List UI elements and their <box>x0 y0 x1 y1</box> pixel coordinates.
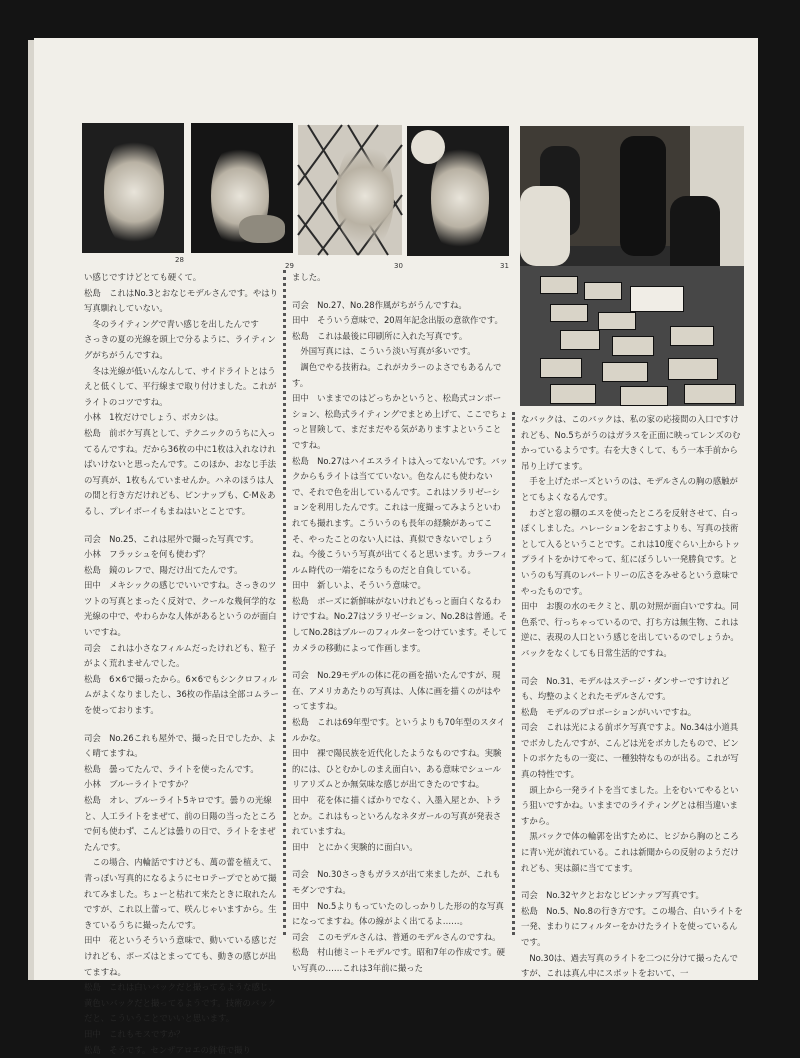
caption-29: 29 <box>285 262 294 270</box>
caption-30: 30 <box>394 262 403 270</box>
text-column-1: い感じですけどとても硬くて。 松島 これはNo.3とおなじモデルさんです。やはり写真馴れしていない。 冬のライティングで青い感じを出したんです さっきの夏の光線を頭上で分るように、ライティングがちがうんですね。 冬は光線が低いんなんして、サイドライトとはうえと低くして、平行線まで取り付けました。これがライトのコツですね。 小林 1枚だけでしょう、ボカシは。 松島 前ボケ写真として、テクニックのうちに入ってるんですね。だから36枚の中に1枚は入れなければいけないと思ったんです。このほか、おなじ手法の写真が、1枚もんていませんか。ハネのほうは人の間と行き方だけれども、ピンナップも、C·M＆あるし、プレイボーイもまねはいとことです。 司会 No.25、これは屋外で撮った写真です。 小林 フラッシュを何も使わず？ 松島 鏡のレフで、陽だけ出てたんです。 田中 メキシックの感じでいいですね。さっきのツツトの写真とまったく反対で、クールな幾何学的な光線の中で、やわらかな人体があるというのが面白いですね。 司会 これは小さなフィルムだったけれども、粒子がよく荒れませんでした。 松島 6×6で撮ったから。6×6でもシンクロフィルムがよくなりましたし、36枚の作品は全部コムラーを使っております。 司会 No.26これも屋外で、撮った日でしたか、よく晴てますね。 松島 曇ってたんで、ライトを使ったんです。 小林 ブルーライトですか？ 松島 オレ、ブルーライト5キロです。曇りの光線と、人工ライトをまぜて、前の日陽の当ったところで何も使わず、こんどは曇りの日で、ライトをまぜたんです。 この場合、内輪話ですけども、萬の蕾を植えて、青っぽい写真的になるようにセロテープでとめて撮れてみました。ちょーと枯れて来たときに取れたんですが、これ以上蕾って、咲んじゃいますから。生きているうちに撮ったんです。 田中 花というそういう意味で、動いている感じだけれども、ポーズはとまってても、動きの感じが出てますね。 松島 これは白いバックだと撮ってるような感じ、黄色いバックだと撮ってるようです。技術のバックだと、こういうことでいいと思います。 田中 これもモスですか？ 松島 そうです。センザアロエの鉢植で撮り <box>84 272 279 1055</box>
text-column-3: なバックは、このバックは、私の家の応接間の入口ですけれども、No.5ちがうのはガラスを正面に映ってレンズのむかっているようです。右を大きくして、もう一本手前から吊り上げてます。 手を上げたポーズというのは、モデルさんの胸の感触がとてもよくなるんです。 わざと窓の棚のエスを使ったところを反射させて、白っぽくしました。ハレーションをおこすよりも、写真の技術として入るということです。これは10度ぐらい上からトップライトをかけてやって、紅にぼうしい一発勝負です。というのも写真のレパートリーの広さをみせるという意味でやったものです。 田中 お腹の水のモクミと、肌の対照が面白いですね。同色系で、行っちゃっているので、打ち方は無生物、これは逆に、表現の人口という感じを出しているのでしょうか。バックをなくしても日常生活的ですね。 司会 No.31、モデルはステージ・ダンサーですけれども、均整のよくとれたモデルさんです。 松島 モデルのプロポーションがいいですね。 司会 これは光による前ボケ写真ですよ。No.34は小道具でボカしたんですが、こんどは光をボカしたもので、ピントのボケたもの一変に、一種独特なものが出る。これが写真の特性です。 頭上から一発ライトを当てました。上をむいてやるという狙いですかね。いままでのライティングとは相当違いますから。 黒バックで体の輪郭を出すために、ヒジから胸のところに青い光が流れている。これは新聞からの反射のようだけれども、実は顔に当ててます。 司会 No.32ヤクとおなじピンナップ写真です。 松島 No.5、No.8の行き方です。この場合、白いライトを一発、まわりにフィルターをかけたライトを使っているんです。 No.30は、過去写真のライトを二つに分けて撮ったんですが、これは真ん中にスポットをおいて、一 <box>521 414 743 979</box>
column-separator <box>512 412 515 935</box>
photo-30 <box>298 125 402 255</box>
photo-29 <box>191 123 293 253</box>
caption-31: 31 <box>500 262 509 270</box>
photo-meeting <box>520 126 744 406</box>
photo-31 <box>407 126 509 256</box>
text-column-2: ました。 司会 No.27、No.28作風がちがうんですね。 田中 そういう意味で、20周年記念出版の意欲作です。 松島 これは最後に印刷所に入れた写真です。 外国写真には、こういう淡い写真が多いです。 調色でやる技術ね。これがカラーのよさでもあるんです。 田中 いままでのはどっちかというと、松島式コンポーション、松島式ライティングでまとめ上げて、ここでちょっと冒険して、まだまだやる気がありますよということですね。 松島 No.27はハイエスライトは入ってないんです。バックからもライトは当てていない。色なんにも使わないで、それで色を出しているんです。これはソラリゼーションを利用したんです。これは一度撮ってみようといわれても撮れます。こういうのも長年の経験があってこそ、やったことのない人には、真似できないでしょうね。今後こういう写真が出てくると思います。カラーフィルム時代の一端をになうものだと自負している。 田中 新しいよ、そういう意味で。 松島 ポーズに新鮮味がないけれどもっと面白くなるわけですね。No.27はソラリゼーション、No.28は普通。そしてNo.28はブルーのフィルターをつけています。そしてカメラの移動によって作画します。 司会 No.29モデルの体に花の画を描いたんですが、現在、アメリカあたりの写真は、人体に画を描くのがはやってますね。 松島 これは69年型です。というよりも70年型のスタイルかな。 田中 裸で陽民族を近代化したようなものですね。実験的には、ひとむかしのまえ面白い、ある意味でシュールリアリズムとか無気味な感じが出てきたのですね。 田中 花を体に描くばかりでなく、入墨入屋とか、トラとか。これはもっといろんなネタガールの写真が発表されていますね。 田中 とにかく実験的に面白い。 司会 No.30さっきもガラスが出て来ましたが、これもモダンですね。 田中 No.5よりもっていたのしっかりした形の的な写真になってますね。体の線がよく出てるよ……。 司会 このモデルさんは、普通のモデルさんのですね。 松島 村山徳ミートモデルです。昭和7年の作成です。硬い写真の……これは3年前に撮った <box>292 272 508 973</box>
column-separator <box>283 270 286 935</box>
photo-28 <box>82 123 184 253</box>
caption-28: 28 <box>175 256 184 264</box>
